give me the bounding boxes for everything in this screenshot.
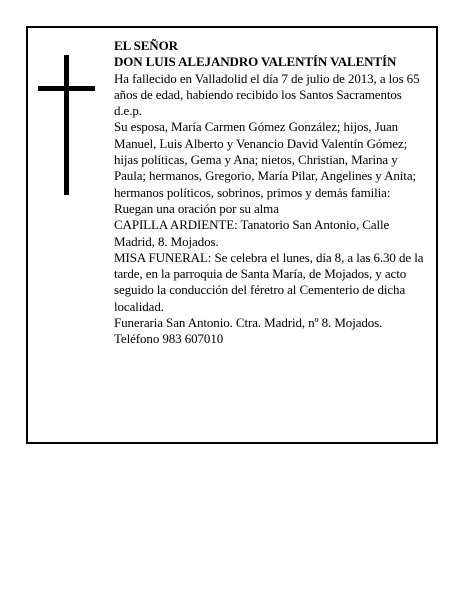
chapel-info: CAPILLA ARDIENTE: Tanatorio San Antonio, Calle Madrid, 8. Mojados. (114, 217, 390, 249)
prayer-request: Ruegan una oración por su alma (114, 200, 279, 216)
obituary-text (114, 38, 426, 348)
deceased-name: DON LUIS ALEJANDRO VALENTÍN VALENTÍN (114, 54, 397, 70)
cross-vertical-bar (64, 55, 69, 195)
funeral-home-info: Funeraria San Antonio. Ctra. Madrid, nº 8. Mojados. (114, 315, 383, 331)
phone-info: Teléfono 983 607010 (114, 331, 224, 347)
cross-horizontal-bar (38, 86, 95, 91)
death-info: Ha fallecido en Valladolid el día 7 de julio de 2013, a los 65 años de edad, habiendo recibido los Santos Sacramentos (114, 70, 420, 102)
funeral-mass-info: MISA FUNERAL: Se celebra el lunes, día 8, a las 6.30 de la tarde, en la parroquia de Santa María, de Mojados, y acto seguido la conducción del féretro al Cementerio de dicha localidad. (114, 249, 424, 314)
dep-text: d.e.p. (114, 103, 142, 119)
family-members: Su esposa, María Carmen Gómez González; hijos, Juan Manuel, Luis Alberto y Venancio David Valentín Gómez; hijas políticas, Gema y Ana; nietos, Christian, Marina y Paula; hermanos, Gregorio, María Pilar, Angelines y Anita; hermanos políticos, sobrinos, primos y demás familia: (114, 119, 417, 200)
notice-title-line1: EL SEÑOR (114, 38, 178, 53)
